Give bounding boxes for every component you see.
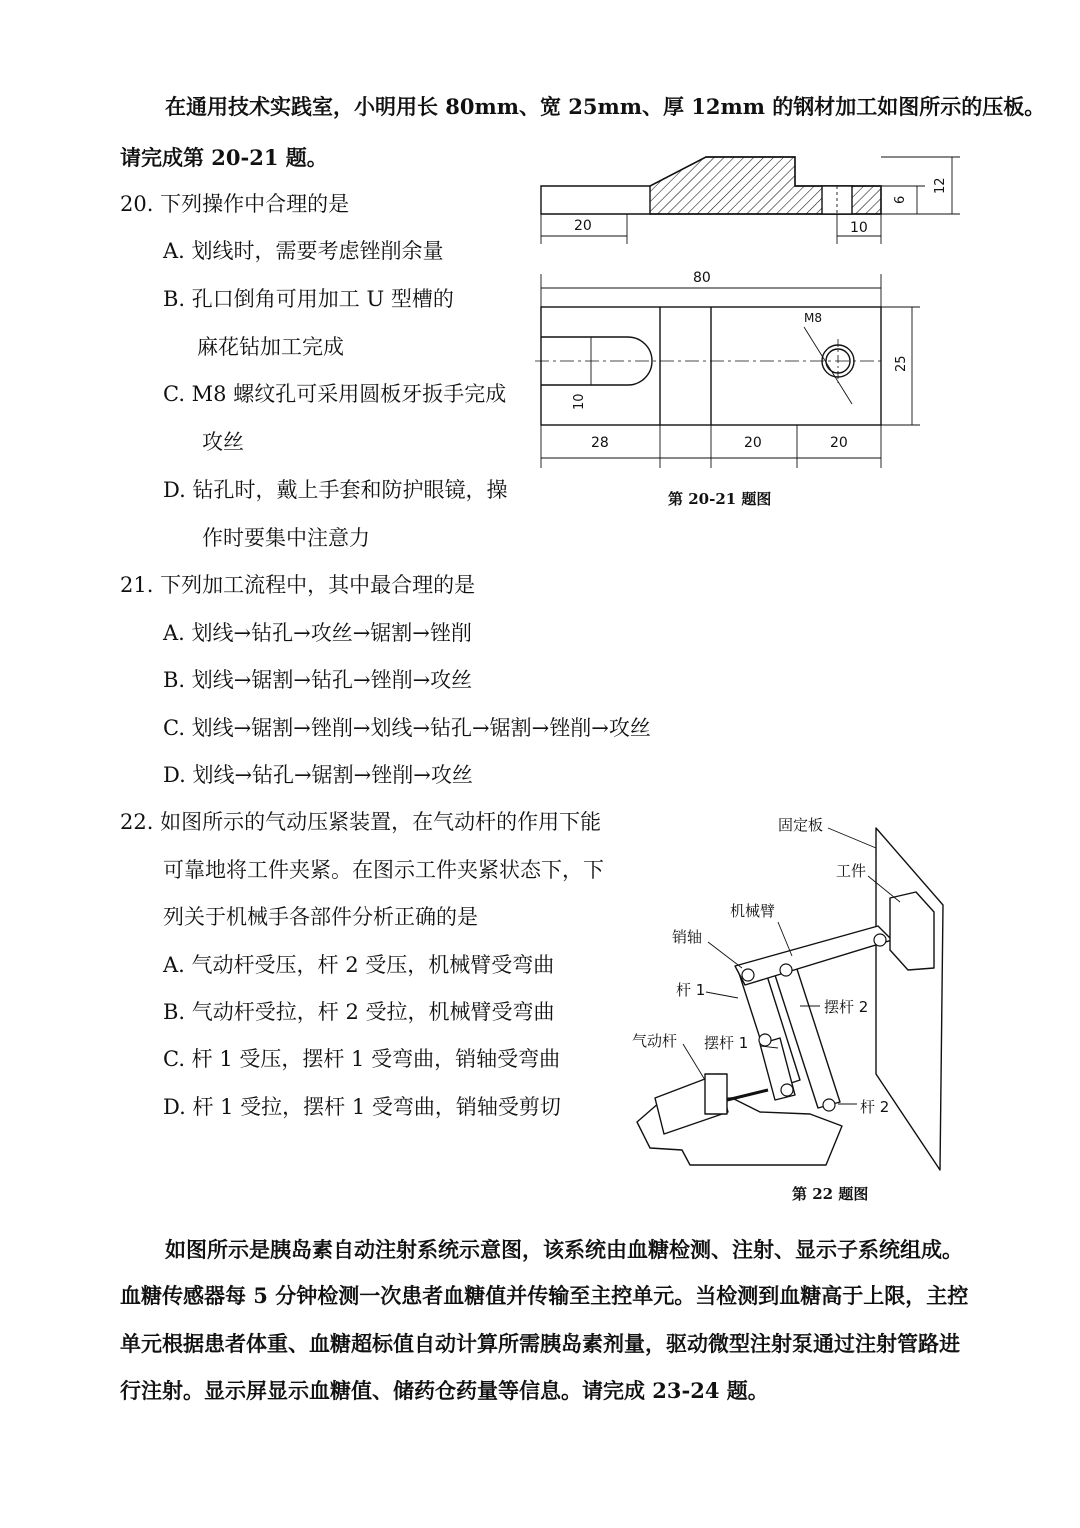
q22-option-b: B. 气动杆受拉，杆 2 受拉，机械臂受弯曲 <box>163 1000 555 1024</box>
label-rod1: 杆 1 <box>676 981 706 999</box>
dim-w25: 25 <box>894 355 909 372</box>
intro-line-2: 请完成第 20-21 题。 <box>120 145 328 170</box>
label-rod2: 杆 2 <box>860 1098 890 1116</box>
label-pin: 销轴 <box>672 928 703 946</box>
q21-option-d: D. 划线→钻孔→锯割→锉削→攻丝 <box>163 763 473 787</box>
q20-option-c-cont: 攻丝 <box>202 430 244 454</box>
q22-option-c: C. 杆 1 受压，摆杆 1 受弯曲，销轴受弯曲 <box>163 1047 561 1071</box>
q22-stem-2: 可靠地将工件夹紧。在图示工件夹紧状态下，下 <box>163 858 604 882</box>
q20-option-b: B. 孔口倒角可用加工 U 型槽的 <box>163 287 454 311</box>
dim-h6: 6 <box>893 195 908 204</box>
q20-option-c: C. M8 螺纹孔可采用圆板牙扳手完成 <box>163 382 507 406</box>
q22-stem-1: 22. 如图所示的气动压紧装置，在气动杆的作用下能 <box>120 810 602 834</box>
fig-20-21-caption: 第 20-21 题图 <box>668 490 772 508</box>
passage2-line-4: 行注射。显示屏显示血糖值、储药仓药量等信息。请完成 23-24 题。 <box>120 1378 769 1403</box>
dim-top-right: 10 <box>850 220 868 236</box>
intro-line-1: 在通用技术实践室，小明用长 80mm、宽 25mm、厚 12mm 的钢材加工如图所示的压板。 <box>165 94 1046 119</box>
passage2-line-3: 单元根据患者体重、血糖超标值自动计算所需胰岛素剂量，驱动微型注射泵通过注射管路进 <box>120 1331 960 1356</box>
q20-option-a: A. 划线时，需要考虑锉削余量 <box>163 239 444 263</box>
label-workpiece: 工件 <box>836 862 867 880</box>
q20-option-b-cont: 麻花钻加工完成 <box>197 335 344 359</box>
dim-thread: M8 <box>804 311 822 325</box>
dim-top-left: 20 <box>574 218 592 234</box>
passage2-line-2: 血糖传感器每 5 分钟检测一次患者血糖值并传输至主控单元。当检测到血糖高于上限，主控 <box>120 1283 969 1308</box>
q20-option-d: D. 钻孔时，戴上手套和防护眼镜，操 <box>163 478 508 502</box>
q21-option-c: C. 划线→锯割→锉削→划线→钻孔→锯割→锉削→攻丝 <box>163 716 651 740</box>
dim-h12: 12 <box>933 177 948 194</box>
q21-option-a: A. 划线→钻孔→攻丝→锯割→锉削 <box>163 621 472 645</box>
dim-b20a: 20 <box>744 435 762 451</box>
q20-stem: 20. 下列操作中合理的是 <box>120 192 350 216</box>
dim-b20b: 20 <box>830 435 848 451</box>
q22-option-a: A. 气动杆受压，杆 2 受压，机械臂受弯曲 <box>163 953 555 977</box>
dim-len80: 80 <box>693 270 711 286</box>
passage2-line-1: 如图所示是胰岛素自动注射系统示意图，该系统由血糖检测、注射、显示子系统组成。 <box>165 1237 963 1262</box>
q22-stem-3: 列关于机械手各部件分析正确的是 <box>163 905 478 929</box>
q20-option-d-cont: 作时要集中注意力 <box>202 526 370 550</box>
label-swing1: 摆杆 1 <box>704 1034 749 1052</box>
fig-22-caption: 第 22 题图 <box>792 1185 869 1203</box>
q21-option-b: B. 划线→锯割→钻孔→锉削→攻丝 <box>163 668 473 692</box>
q22-option-d: D. 杆 1 受拉，摆杆 1 受弯曲，销轴受剪切 <box>163 1095 561 1119</box>
label-plate: 固定板 <box>778 816 824 834</box>
dim-slot10: 10 <box>572 393 587 410</box>
dim-b28: 28 <box>591 435 609 451</box>
label-swing2: 摆杆 2 <box>824 998 869 1016</box>
q21-stem: 21. 下列加工流程中，其中最合理的是 <box>120 573 476 597</box>
label-cylinder: 气动杆 <box>632 1032 678 1050</box>
label-arm: 机械臂 <box>730 902 776 920</box>
